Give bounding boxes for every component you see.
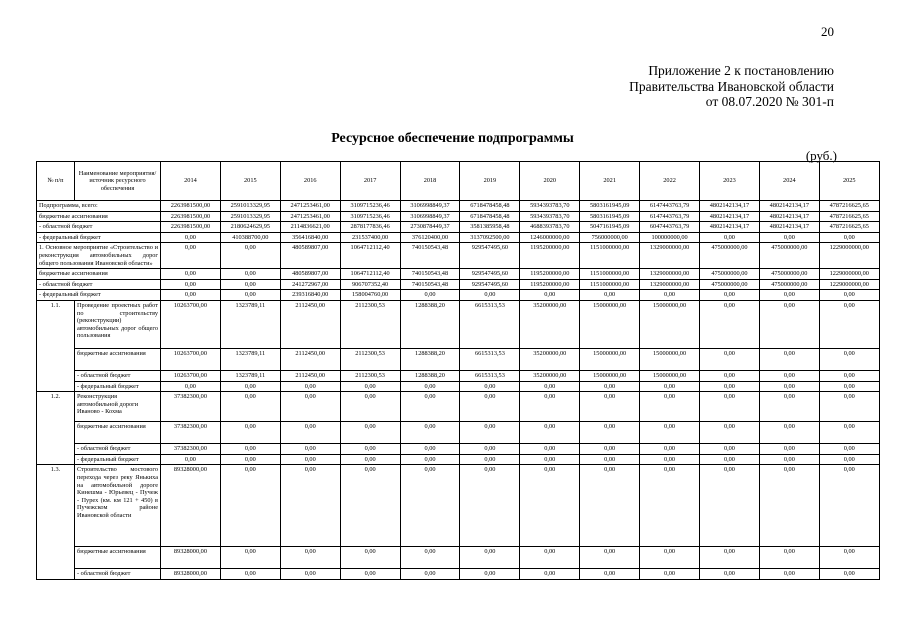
value-cell: 0,00 <box>220 422 280 444</box>
row-label: Подпрограмма, всего: <box>37 201 161 212</box>
value-cell: 0,00 <box>520 547 580 569</box>
value-cell: 0,00 <box>759 370 819 381</box>
value-cell: 0,00 <box>580 392 640 422</box>
value-cell: 0,00 <box>340 422 400 444</box>
value-cell: 0,00 <box>400 454 460 465</box>
table-row <box>37 465 880 547</box>
value-cell: 15000000,00 <box>580 348 640 370</box>
value-cell: 0,00 <box>460 381 520 392</box>
value-cell: 0,00 <box>161 279 221 290</box>
value-cell: 2263981500,00 <box>161 211 221 222</box>
value-cell: 0,00 <box>700 290 760 301</box>
currency-unit: (руб.) <box>805 148 837 163</box>
value-cell: 906707352,40 <box>340 279 400 290</box>
value-cell: 0,00 <box>460 569 520 580</box>
value-cell: 239316840,00 <box>280 290 340 301</box>
value-cell: 0,00 <box>580 290 640 301</box>
value-cell: 5803161945,09 <box>580 201 640 212</box>
value-cell: 0,00 <box>700 300 760 348</box>
value-cell: 0,00 <box>759 465 819 547</box>
value-cell: 0,00 <box>640 290 700 301</box>
value-cell: 0,00 <box>460 454 520 465</box>
value-cell: 410388700,00 <box>220 232 280 243</box>
row-label: Реконструкция автомобильной дороги Иваново - Кохма <box>75 392 161 422</box>
value-cell: 0,00 <box>520 290 580 301</box>
appendix-line-1: Приложение 2 к постановлению <box>648 63 834 78</box>
value-cell: 2263981500,00 <box>161 222 221 233</box>
header-year: 2018 <box>400 162 460 201</box>
value-cell: 2878177836,46 <box>340 222 400 233</box>
value-cell: 0,00 <box>220 279 280 290</box>
value-cell: 4787216625,65 <box>819 222 879 233</box>
value-cell: 1151000000,00 <box>580 279 640 290</box>
value-cell: 929547495,60 <box>460 243 520 269</box>
value-cell: 2730878449,37 <box>400 222 460 233</box>
row-number: 1.1. <box>37 300 75 391</box>
value-cell: 0,00 <box>819 569 879 580</box>
value-cell: 0,00 <box>819 290 879 301</box>
value-cell: 475000000,00 <box>759 279 819 290</box>
value-cell: 1288388,20 <box>400 370 460 381</box>
row-label: Проведение проектных работ по строительству (реконструкции) автомобильных дорог общего пользования <box>75 300 161 348</box>
value-cell: 1195200000,00 <box>520 279 580 290</box>
value-cell: 0,00 <box>520 444 580 455</box>
table-row <box>37 444 880 455</box>
value-cell: 0,00 <box>220 381 280 392</box>
value-cell: 0,00 <box>220 465 280 547</box>
value-cell: 1329000000,00 <box>640 243 700 269</box>
value-cell: 0,00 <box>759 392 819 422</box>
value-cell: 0,00 <box>400 422 460 444</box>
table-row <box>37 348 880 370</box>
value-cell: 0,00 <box>700 381 760 392</box>
value-cell: 0,00 <box>161 232 221 243</box>
row-label: - федеральный бюджет <box>75 381 161 392</box>
value-cell: 0,00 <box>580 547 640 569</box>
value-cell: 0,00 <box>161 290 221 301</box>
row-label: - областной бюджет <box>75 370 161 381</box>
value-cell: 5934393783,70 <box>520 201 580 212</box>
value-cell: 0,00 <box>640 381 700 392</box>
row-label: бюджетные ассигнования <box>75 547 161 569</box>
value-cell: 0,00 <box>220 269 280 280</box>
value-cell: 1064712112,40 <box>340 269 400 280</box>
table-row <box>37 201 880 212</box>
header-year: 2021 <box>580 162 640 201</box>
row-label: - федеральный бюджет <box>37 232 161 243</box>
value-cell: 0,00 <box>819 547 879 569</box>
value-cell: 2114836621,00 <box>280 222 340 233</box>
value-cell: 0,00 <box>280 422 340 444</box>
value-cell: 0,00 <box>520 454 580 465</box>
value-cell: 4802142134,17 <box>700 211 760 222</box>
header-year: 2023 <box>700 162 760 201</box>
value-cell: 0,00 <box>700 444 760 455</box>
value-cell: 0,00 <box>161 269 221 280</box>
value-cell: 0,00 <box>580 422 640 444</box>
value-cell: 0,00 <box>520 422 580 444</box>
table-row <box>37 300 880 348</box>
value-cell: 4802142134,17 <box>759 201 819 212</box>
value-cell: 0,00 <box>280 454 340 465</box>
value-cell: 0,00 <box>340 454 400 465</box>
value-cell: 0,00 <box>700 569 760 580</box>
value-cell: 0,00 <box>400 569 460 580</box>
value-cell: 10263700,00 <box>161 300 221 348</box>
value-cell: 0,00 <box>580 569 640 580</box>
value-cell: 0,00 <box>819 422 879 444</box>
value-cell: 4787216625,65 <box>819 201 879 212</box>
row-label: - областной бюджет <box>37 279 161 290</box>
value-cell: 0,00 <box>340 444 400 455</box>
value-cell: 0,00 <box>520 392 580 422</box>
value-cell: 0,00 <box>580 381 640 392</box>
header-name: Наименование мероприятия/источник ресурсного обеспечения <box>75 162 161 201</box>
value-cell: 15000000,00 <box>580 370 640 381</box>
value-cell: 0,00 <box>580 444 640 455</box>
row-label: - областной бюджет <box>75 444 161 455</box>
value-cell: 0,00 <box>280 569 340 580</box>
header-year: 2020 <box>520 162 580 201</box>
table-row <box>37 211 880 222</box>
value-cell: 1151000000,00 <box>580 269 640 280</box>
value-cell: 0,00 <box>759 422 819 444</box>
value-cell: 756000000,00 <box>580 232 640 243</box>
document-title: Ресурсное обеспечение подпрограммы <box>331 131 574 146</box>
table-row <box>37 392 880 422</box>
value-cell: 1229000000,00 <box>819 279 879 290</box>
value-cell: 0,00 <box>759 569 819 580</box>
value-cell: 4802142134,17 <box>700 201 760 212</box>
value-cell: 480589807,00 <box>280 269 340 280</box>
value-cell: 0,00 <box>220 392 280 422</box>
value-cell: 6718478458,48 <box>460 211 520 222</box>
table-row <box>37 370 880 381</box>
value-cell: 3109715236,46 <box>340 201 400 212</box>
value-cell: 6615313,53 <box>460 348 520 370</box>
value-cell: 0,00 <box>460 290 520 301</box>
value-cell: 0,00 <box>161 454 221 465</box>
header-number: № п/п <box>37 162 75 201</box>
value-cell: 0,00 <box>640 547 700 569</box>
value-cell: 0,00 <box>400 290 460 301</box>
value-cell: 4802142134,17 <box>700 222 760 233</box>
value-cell: 10263700,00 <box>161 348 221 370</box>
value-cell: 475000000,00 <box>700 279 760 290</box>
value-cell: 2112300,53 <box>340 370 400 381</box>
value-cell: 1323789,11 <box>220 370 280 381</box>
value-cell: 2112450,00 <box>280 348 340 370</box>
header-year: 2016 <box>280 162 340 201</box>
value-cell: 35200000,00 <box>520 348 580 370</box>
value-cell: 15000000,00 <box>580 300 640 348</box>
value-cell: 0,00 <box>819 300 879 348</box>
value-cell: 37382300,00 <box>161 422 221 444</box>
value-cell: 2263981500,00 <box>161 201 221 212</box>
header-year: 2019 <box>460 162 520 201</box>
value-cell: 10263700,00 <box>161 370 221 381</box>
value-cell: 475000000,00 <box>700 243 760 269</box>
row-label: бюджетные ассигнования <box>75 422 161 444</box>
value-cell: 0,00 <box>580 465 640 547</box>
value-cell: 0,00 <box>280 547 340 569</box>
value-cell: 929547495,60 <box>460 279 520 290</box>
value-cell: 3109715236,46 <box>340 211 400 222</box>
value-cell: 0,00 <box>161 381 221 392</box>
value-cell: 3137092500,00 <box>460 232 520 243</box>
value-cell: 0,00 <box>700 232 760 243</box>
value-cell: 0,00 <box>520 465 580 547</box>
value-cell: 0,00 <box>400 547 460 569</box>
value-cell: 0,00 <box>460 392 520 422</box>
value-cell: 0,00 <box>819 454 879 465</box>
value-cell: 0,00 <box>759 348 819 370</box>
value-cell: 6615313,53 <box>460 370 520 381</box>
header-year: 2022 <box>640 162 700 201</box>
row-label: - областной бюджет <box>75 569 161 580</box>
row-label: бюджетные ассигнования <box>37 269 161 280</box>
value-cell: 0,00 <box>340 381 400 392</box>
value-cell: 0,00 <box>640 392 700 422</box>
resource-table <box>36 161 880 580</box>
value-cell: 475000000,00 <box>759 243 819 269</box>
value-cell: 89328000,00 <box>161 569 221 580</box>
value-cell: 0,00 <box>280 381 340 392</box>
value-cell: 0,00 <box>280 444 340 455</box>
value-cell: 15000000,00 <box>640 300 700 348</box>
value-cell: 0,00 <box>700 370 760 381</box>
value-cell: 0,00 <box>819 370 879 381</box>
value-cell: 1329000000,00 <box>640 279 700 290</box>
value-cell: 2112450,00 <box>280 370 340 381</box>
value-cell: 0,00 <box>161 243 221 269</box>
value-cell: 0,00 <box>700 465 760 547</box>
value-cell: 480589807,00 <box>280 243 340 269</box>
value-cell: 1246000000,00 <box>520 232 580 243</box>
value-cell: 0,00 <box>759 381 819 392</box>
value-cell: 740150543,48 <box>400 243 460 269</box>
value-cell: 89328000,00 <box>161 547 221 569</box>
value-cell: 5934393783,70 <box>520 211 580 222</box>
value-cell: 15000000,00 <box>640 370 700 381</box>
value-cell: 35200000,00 <box>520 370 580 381</box>
value-cell: 35200000,00 <box>520 300 580 348</box>
value-cell: 0,00 <box>759 232 819 243</box>
value-cell: 1288388,20 <box>400 300 460 348</box>
value-cell: 158004760,00 <box>340 290 400 301</box>
value-cell: 0,00 <box>819 465 879 547</box>
value-cell: 0,00 <box>400 392 460 422</box>
value-cell: 1229000000,00 <box>819 269 879 280</box>
value-cell: 1323789,11 <box>220 348 280 370</box>
value-cell: 0,00 <box>220 454 280 465</box>
value-cell: 6718478458,48 <box>460 201 520 212</box>
value-cell: 0,00 <box>759 290 819 301</box>
value-cell: 4787216625,65 <box>819 211 879 222</box>
value-cell: 0,00 <box>640 454 700 465</box>
value-cell: 0,00 <box>700 547 760 569</box>
value-cell: 1323789,11 <box>220 300 280 348</box>
value-cell: 0,00 <box>640 465 700 547</box>
value-cell: 0,00 <box>280 465 340 547</box>
table-row <box>37 422 880 444</box>
value-cell: 1195200000,00 <box>520 243 580 269</box>
value-cell: 0,00 <box>220 547 280 569</box>
value-cell: 231537400,00 <box>340 232 400 243</box>
value-cell: 0,00 <box>220 444 280 455</box>
header-year: 2017 <box>340 162 400 201</box>
value-cell: 0,00 <box>759 444 819 455</box>
table-row <box>37 381 880 392</box>
value-cell: 89328000,00 <box>161 465 221 547</box>
table-row <box>37 269 880 280</box>
value-cell: 0,00 <box>220 243 280 269</box>
row-label: - федеральный бюджет <box>75 454 161 465</box>
value-cell: 6615313,53 <box>460 300 520 348</box>
value-cell: 100000000,00 <box>640 232 700 243</box>
value-cell: 0,00 <box>640 422 700 444</box>
value-cell: 0,00 <box>640 569 700 580</box>
table-row <box>37 279 880 290</box>
value-cell: 356416840,00 <box>280 232 340 243</box>
value-cell: 1229000000,00 <box>819 243 879 269</box>
value-cell: 2112450,00 <box>280 300 340 348</box>
value-cell: 37382300,00 <box>161 444 221 455</box>
value-cell: 0,00 <box>759 547 819 569</box>
value-cell: 0,00 <box>700 454 760 465</box>
appendix-block <box>629 63 834 110</box>
value-cell: 1288388,20 <box>400 348 460 370</box>
value-cell: 0,00 <box>819 444 879 455</box>
value-cell: 0,00 <box>340 547 400 569</box>
page-number: 20 <box>821 24 834 39</box>
value-cell: 0,00 <box>340 465 400 547</box>
value-cell: 6147443763,79 <box>640 211 700 222</box>
value-cell: 740150543,48 <box>400 269 460 280</box>
value-cell: 0,00 <box>700 392 760 422</box>
value-cell: 2180624629,95 <box>220 222 280 233</box>
value-cell: 0,00 <box>280 392 340 422</box>
value-cell: 1151000000,00 <box>580 243 640 269</box>
value-cell: 2112300,53 <box>340 300 400 348</box>
value-cell: 0,00 <box>759 454 819 465</box>
table-row <box>37 454 880 465</box>
header-year: 2025 <box>819 162 879 201</box>
value-cell: 4802142134,17 <box>759 222 819 233</box>
value-cell: 475000000,00 <box>759 269 819 280</box>
value-cell: 6147443763,79 <box>640 201 700 212</box>
value-cell: 241272967,00 <box>280 279 340 290</box>
value-cell: 2591013329,95 <box>220 211 280 222</box>
value-cell: 15000000,00 <box>640 348 700 370</box>
header-year: 2014 <box>161 162 221 201</box>
value-cell: 0,00 <box>460 465 520 547</box>
value-cell: 6047443763,79 <box>640 222 700 233</box>
value-cell: 740150543,48 <box>400 279 460 290</box>
value-cell: 0,00 <box>819 232 879 243</box>
value-cell: 0,00 <box>520 569 580 580</box>
value-cell: 0,00 <box>580 454 640 465</box>
value-cell: 0,00 <box>220 569 280 580</box>
value-cell: 1195200000,00 <box>520 269 580 280</box>
table-row <box>37 290 880 301</box>
value-cell: 0,00 <box>819 381 879 392</box>
value-cell: 1064712112,40 <box>340 243 400 269</box>
value-cell: 4688393783,70 <box>520 222 580 233</box>
value-cell: 2471253461,00 <box>280 201 340 212</box>
value-cell: 0,00 <box>340 392 400 422</box>
value-cell: 0,00 <box>819 348 879 370</box>
table-body <box>37 201 880 580</box>
table-row <box>37 547 880 569</box>
value-cell: 37382300,00 <box>161 392 221 422</box>
value-cell: 1329000000,00 <box>640 269 700 280</box>
value-cell: 0,00 <box>460 422 520 444</box>
table-row <box>37 243 880 269</box>
value-cell: 0,00 <box>700 422 760 444</box>
header-year: 2024 <box>759 162 819 201</box>
row-label: бюджетные ассигнования <box>75 348 161 370</box>
value-cell: 0,00 <box>700 348 760 370</box>
value-cell: 0,00 <box>759 300 819 348</box>
appendix-line-3: от 08.07.2020 № 301-п <box>705 94 834 109</box>
header-year: 2015 <box>220 162 280 201</box>
row-label: 1. Основное мероприятие «Строительство и реконструкция автомобильных дорог общего пользования Ивановской области» <box>37 243 161 269</box>
value-cell: 0,00 <box>220 290 280 301</box>
value-cell: 5047161945,09 <box>580 222 640 233</box>
row-label: Строительство мостового перехода через реку Янькиха на автомобильной дороге Кинешма - Юрьевец - Пучеж - Пурех (км. км 121 + 450) в Пучежском районе Ивановской области <box>75 465 161 547</box>
table-row <box>37 569 880 580</box>
value-cell: 4802142134,17 <box>759 211 819 222</box>
value-cell: 5803161945,09 <box>580 211 640 222</box>
appendix-line-2: Правительства Ивановской области <box>629 78 834 94</box>
row-number: 1.3. <box>37 465 75 580</box>
row-number: 1.2. <box>37 392 75 465</box>
value-cell: 3581385958,48 <box>460 222 520 233</box>
value-cell: 475000000,00 <box>700 269 760 280</box>
value-cell: 0,00 <box>340 569 400 580</box>
value-cell: 0,00 <box>460 444 520 455</box>
value-cell: 2471253461,00 <box>280 211 340 222</box>
row-label: бюджетные ассигнования <box>37 211 161 222</box>
value-cell: 376120400,00 <box>400 232 460 243</box>
value-cell: 3106998849,37 <box>400 211 460 222</box>
value-cell: 0,00 <box>460 547 520 569</box>
table-header-row <box>37 162 880 201</box>
value-cell: 0,00 <box>400 465 460 547</box>
value-cell: 2112300,53 <box>340 348 400 370</box>
table-row <box>37 232 880 243</box>
value-cell: 0,00 <box>400 444 460 455</box>
value-cell: 0,00 <box>819 392 879 422</box>
value-cell: 0,00 <box>520 381 580 392</box>
row-label: - областной бюджет <box>37 222 161 233</box>
row-label: - федеральный бюджет <box>37 290 161 301</box>
value-cell: 0,00 <box>400 381 460 392</box>
value-cell: 2591013329,95 <box>220 201 280 212</box>
value-cell: 3106998849,37 <box>400 201 460 212</box>
value-cell: 0,00 <box>640 444 700 455</box>
value-cell: 929547495,60 <box>460 269 520 280</box>
table-row <box>37 222 880 233</box>
